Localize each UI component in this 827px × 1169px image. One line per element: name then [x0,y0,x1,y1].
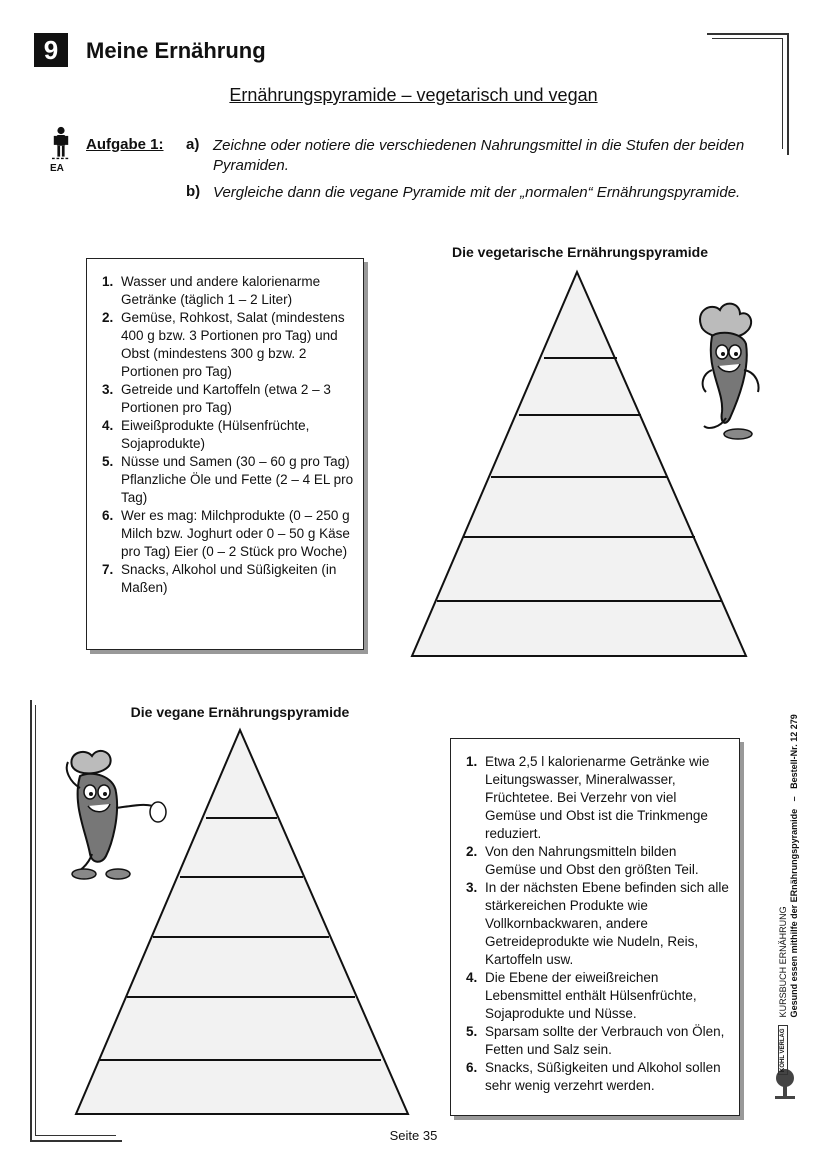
vegetarian-list-box [86,258,364,650]
vegetarian-pyramid-title: Die vegetarische Ernährungspyramide [452,244,708,260]
list-item: 3. In der nächsten Ebene befinden sich alle stärkereichen Produkte wie Vollkornbackwaren, andere Getreideprodukte wie Nudeln, Reis, Kartoffeln usw. [481,879,731,969]
separator: – [789,796,799,802]
list-item: 4. Die Ebene der eiweißreichen Lebensmittel enthält Hülsenfrüchte, Sojaprodukte und Nüsse. [481,969,731,1023]
task-a-text: Zeichne oder notiere die verschiedenen Nahrungsmittel in die Stufen der beiden Pyramiden. [213,137,745,174]
list-item: 6. Wer es mag: Milchprodukte (0 – 250 g Milch bzw. Joghurt oder 0 – 50 g Käse pro Tag) Eier (0 – 2 Stück pro Woche) [117,507,355,561]
list-item: 5. Sparsam sollte der Verbrauch von Ölen, Fetten und Salz sein. [481,1023,731,1059]
page-number: Seite 35 [389,1128,438,1143]
list-item: 5. Nüsse und Samen (30 – 60 g pro Tag) Pflanzliche Öle und Fette (2 – 4 EL pro Tag) [117,453,355,507]
task-b-marker: b) [186,183,201,200]
vegan-list-box [450,738,740,1116]
list-item: 7. Snacks, Alkohol und Süßigkeiten (in Maßen) [117,561,355,597]
chapter-number: 9 [34,33,68,67]
list-item: 1. Wasser und andere kalorienarme Getränke (täglich 1 – 2 Liter) [117,273,355,309]
publisher-name: KOHL VERLAG [778,1025,788,1075]
carrot-mascot-icon [690,300,770,445]
page-subtitle: Ernährungspyramide – vegetarisch und vegan [229,85,598,105]
person-icon [50,126,72,162]
series-subtitle: Gesund essen mithilfe der ERnährungspyramide [789,808,799,1018]
order-number: Bestell-Nr. 12 279 [789,714,799,789]
list-item: 1. Etwa 2,5 l kalorienarme Getränke wie Leitungswasser, Mineralwasser, Früchtetee. Bei Verzehr von viel Gemüse und Obst ist die Trinkmenge reduziert. [481,753,731,843]
work-form-label: EA [50,163,64,174]
list-item: 4. Eiweißprodukte (Hülsenfrüchte, Sojaprodukte) [117,417,355,453]
page-title: Meine Ernährung [86,38,266,63]
list-item: 2. Von den Nahrungsmitteln bilden Gemüse und Obst den größten Teil. [481,843,731,879]
list-item: 6. Snacks, Süßigkeiten und Alkohol sollen sehr wenig verzehrt werden. [481,1059,731,1095]
task-b-text: Vergleiche dann die vegane Pyramide mit der „normalen“ Ernährungspyramide. [213,184,741,201]
task-label: Aufgabe 1: [86,136,164,153]
vegan-pyramid[interactable] [72,726,412,1120]
series-title: KURSBUCH ERNÄHRUNG [778,906,788,1018]
list-item: 3. Getreide und Kartoffeln (etwa 2 – 3 Portionen pro Tag) [117,381,355,417]
task-a-marker: a) [186,136,200,153]
list-item: 2. Gemüse, Rohkost, Salat (mindestens 400 g bzw. 3 Portionen pro Tag) und Obst (mindestens 300 g bzw. 2 Portionen pro Tag) [117,309,355,381]
vegan-pyramid-title: Die vegane Ernährungspyramide [130,704,350,720]
